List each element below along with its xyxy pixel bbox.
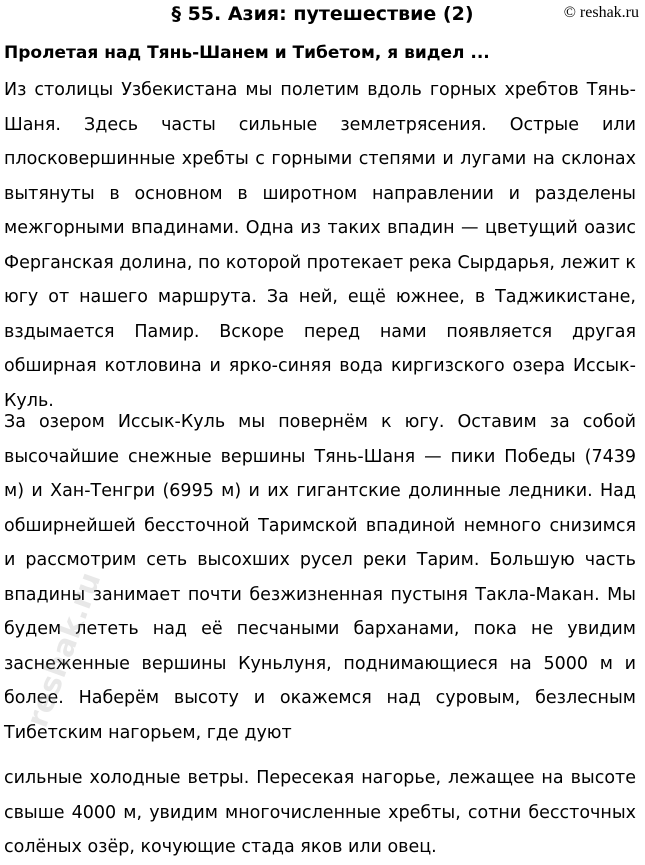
section-title: § 55. Азия: путешествие (2) — [171, 3, 474, 25]
paragraph-1: Из столицы Узбекистана мы полетим вдоль горных хребтов Тянь-Шаня. Здесь часты сильные землетрясения. Острые или плосковершинные хребты с горными степями и лугами на склонах вытянуты в основном в широтном направлении и разделены межгорными впадинами. Одна из таких впадин — цветущий оазис Ферганская долина, по которой протекает река Сырдарья, лежит к югу от нашего маршрута. За ней, ещё южнее, в Таджикистане, вздымается Памир. Вскоре перед нами появляется другая обширная котловина и ярко-синяя вода киргизского озера Иссык-Куль. — [4, 80, 636, 411]
assignment-heading: Пролетая над Тянь-Шанем и Тибетом, я видел ... — [4, 43, 490, 63]
watermark-logo: reshak.ru — [20, 567, 109, 732]
paragraph-2: За озером Иссык-Куль мы повернём к югу. Оставим за собой высочайшие снежные вершины Тянь-Шаня — пики Победы (7439 м) и Хан-Тенгри (6995 м) и их гигантские долинные ледники. Над обширнейшей бессточной Таримской впадиной немного снизимся и рассмотрим сеть высохших русел реки Тарим. Большую часть впадины занимает почти безжизненная пустыня Такла-Макан. Мы будем лететь над её песчаными барханами, пока не увидим заснеженные вершины Куньлуня, поднимающиеся на 5000 м и более. Наберём высоту и окажемся над суровым, безлесным Тибетским нагорьем, где дуют — [4, 412, 636, 743]
paragraph-3: сильные холодные ветры. Пересекая нагорье, лежащее на высоте свыше 4000 м, увидим многочисленные хребты, сотни бессточных солёных озёр, кочующие стада яков или овец. — [4, 768, 636, 857]
site-copyright[interactable]: © reshak.ru — [563, 4, 639, 21]
